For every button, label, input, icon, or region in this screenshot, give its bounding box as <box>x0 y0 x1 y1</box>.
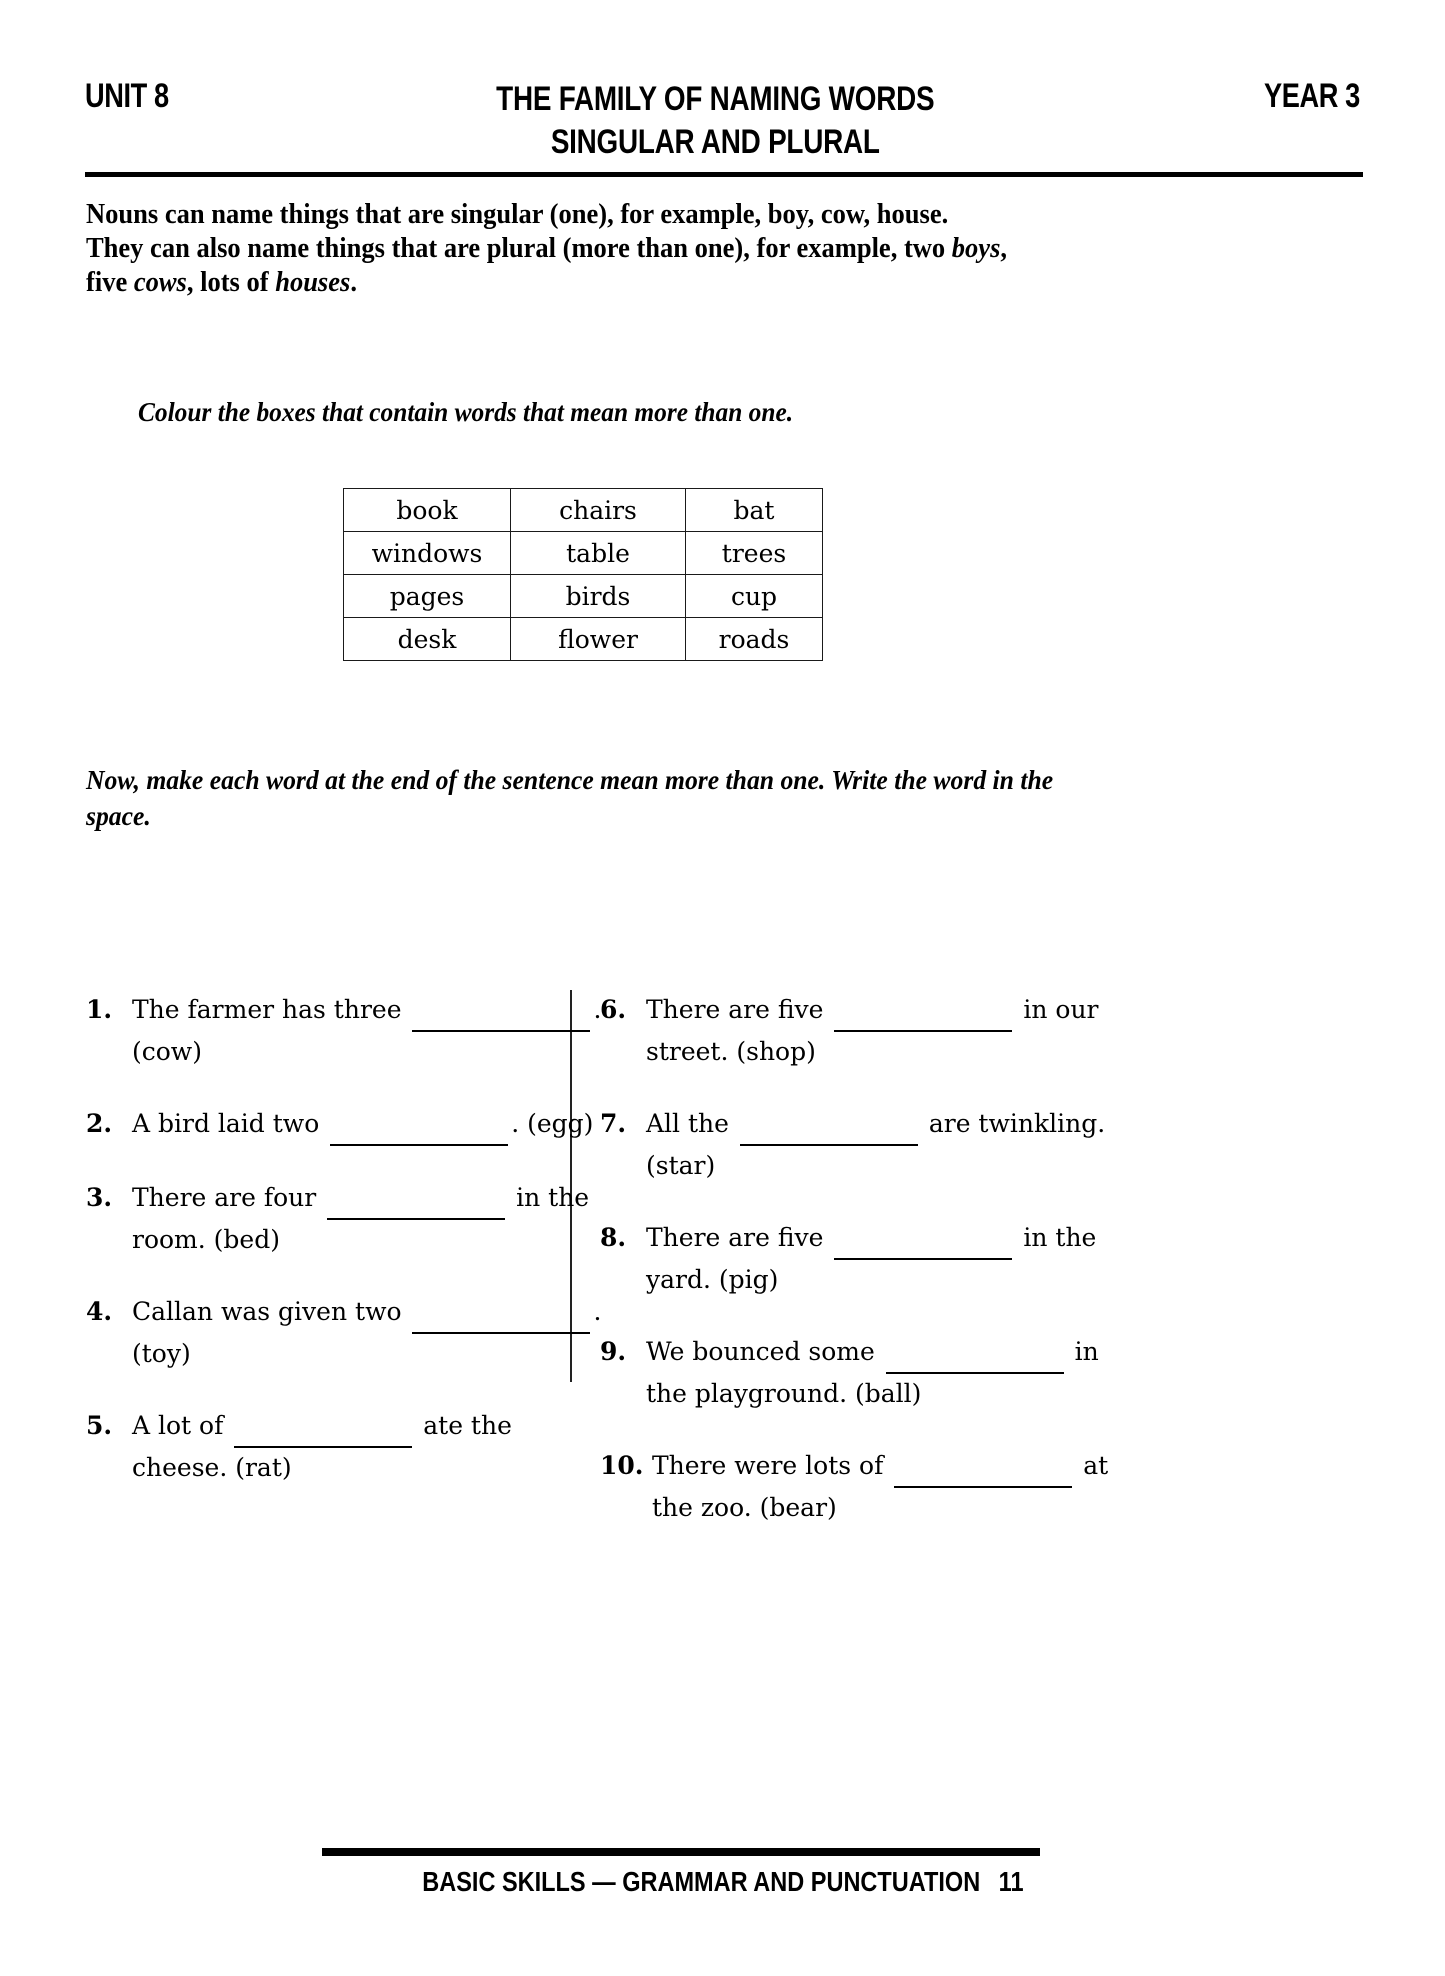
question-line <box>646 1104 1105 1146</box>
title-line-2: SINGULAR AND PLURAL <box>550 122 880 161</box>
question-text <box>132 990 601 1072</box>
questions-area <box>0 990 1445 1710</box>
question-line <box>646 1146 1105 1186</box>
word-grid-row <box>344 618 823 661</box>
question-number: 4. <box>86 1297 113 1326</box>
question-text-segment: in our <box>1015 995 1099 1024</box>
question-item <box>86 1104 594 1146</box>
instruction-2-line-2: space. <box>86 801 151 831</box>
question-text-segment: We bounced some <box>646 1337 883 1366</box>
intro-line-2-b: , <box>1000 233 1008 264</box>
word-cell[interactable]: bat <box>686 489 823 532</box>
question-item <box>600 1332 1099 1414</box>
word-cell[interactable]: table <box>511 532 686 575</box>
answer-blank[interactable] <box>234 1406 412 1448</box>
question-text <box>646 1332 1099 1414</box>
question-number: 7. <box>600 1109 627 1138</box>
question-item <box>600 1218 1097 1300</box>
question-line <box>132 1406 556 1448</box>
question-text-segment: . <box>593 995 602 1024</box>
word-grid-row <box>344 575 823 618</box>
word-cell[interactable]: pages <box>344 575 511 618</box>
question-item <box>600 1446 1109 1528</box>
question-text <box>646 1218 1096 1300</box>
word-cell[interactable]: book <box>344 489 511 532</box>
word-cell[interactable]: flower <box>511 618 686 661</box>
footer-title: BASIC SKILLS — GRAMMAR AND PUNCTUATION <box>421 1866 980 1897</box>
intro-line-1: Nouns can name things that are singular (one), for example, boy, cow, house. <box>86 199 949 230</box>
question-text-segment: There are five <box>646 1223 832 1252</box>
instruction-make-plural <box>86 762 1266 834</box>
questions-column-left <box>86 990 602 1520</box>
footer <box>0 1866 1445 1898</box>
question-number: 6. <box>600 995 627 1024</box>
question-text-segment: There were lots of <box>652 1451 892 1480</box>
footer-rule <box>322 1848 1040 1856</box>
question-text-segment: street. (shop) <box>646 1037 816 1066</box>
title-line-1: THE FAMILY OF NAMING WORDS <box>495 80 935 118</box>
instruction-colour-boxes: Colour the boxes that contain words that mean more than one. <box>138 397 794 427</box>
year-label: YEAR 3 <box>1264 77 1360 115</box>
unit-label: UNIT 8 <box>85 77 169 115</box>
intro-line-2-a: They can also name things that are plural (more than one), for example, two <box>86 233 952 264</box>
question-text-segment: room. (bed) <box>132 1225 280 1254</box>
question-text-segment: cheese. (rat) <box>132 1453 292 1482</box>
question-text <box>132 1104 593 1146</box>
question-text-segment: . (egg) <box>511 1109 594 1138</box>
intro-paragraph <box>86 198 1286 300</box>
answer-blank[interactable] <box>886 1332 1064 1374</box>
question-text-segment: There are four <box>132 1183 325 1212</box>
question-text-segment: in <box>1066 1337 1099 1366</box>
question-line <box>132 1178 589 1220</box>
question-line <box>132 990 601 1032</box>
question-line <box>646 1032 1099 1072</box>
question-text-segment: A lot of <box>132 1411 232 1440</box>
intro-line-3 <box>86 266 1202 300</box>
question-line <box>646 1218 1096 1260</box>
answer-blank[interactable] <box>834 990 1012 1032</box>
question-text <box>132 1292 601 1374</box>
question-text <box>132 1406 556 1488</box>
question-text-segment: The farmer has three <box>132 995 410 1024</box>
question-item <box>86 990 602 1072</box>
question-number: 1. <box>86 995 113 1024</box>
question-text-segment: the playground. (ball) <box>646 1379 922 1408</box>
question-text-segment: (cow) <box>132 1037 202 1066</box>
answer-blank[interactable] <box>412 1292 590 1334</box>
word-cell[interactable]: cup <box>686 575 823 618</box>
question-number: 2. <box>86 1109 113 1138</box>
question-text-segment: the zoo. (bear) <box>652 1493 837 1522</box>
word-cell[interactable]: chairs <box>511 489 686 532</box>
intro-line-3-a: five <box>86 267 134 298</box>
intro-line-3-italic-1: cows <box>133 267 187 298</box>
page-header <box>85 78 1360 163</box>
question-line <box>646 1332 1099 1374</box>
intro-line-3-b: , lots of <box>186 267 276 298</box>
questions-column-right <box>600 990 1109 1560</box>
question-line <box>652 1488 1108 1528</box>
question-text-segment: ate the <box>415 1411 512 1440</box>
question-line <box>132 1220 589 1260</box>
question-item <box>86 1292 602 1374</box>
answer-blank[interactable] <box>330 1104 508 1146</box>
word-grid-row <box>344 489 823 532</box>
word-grid-row <box>344 532 823 575</box>
question-line <box>646 1374 1099 1414</box>
question-line <box>646 1260 1096 1300</box>
question-text <box>646 1104 1105 1186</box>
header-row <box>85 78 1360 163</box>
question-text-segment: . <box>593 1297 602 1326</box>
intro-line-2-italic: boys <box>951 233 1001 264</box>
question-text <box>652 1446 1108 1528</box>
question-line <box>652 1446 1108 1488</box>
word-cell[interactable]: desk <box>344 618 511 661</box>
answer-blank[interactable] <box>412 990 590 1032</box>
answer-blank[interactable] <box>327 1178 505 1220</box>
word-grid-body <box>344 489 823 661</box>
question-text-segment: A bird laid two <box>132 1109 328 1138</box>
question-text <box>646 990 1099 1072</box>
question-number: 5. <box>86 1411 113 1440</box>
question-line <box>132 1032 601 1072</box>
question-number: 8. <box>600 1223 627 1252</box>
question-item <box>600 990 1099 1072</box>
question-text-segment: in the <box>508 1183 590 1212</box>
header-divider-rule <box>85 172 1363 177</box>
question-item <box>86 1178 590 1260</box>
footer-inner <box>422 1866 1023 1898</box>
question-number: 10. <box>600 1451 644 1480</box>
worksheet-title <box>190 78 1240 163</box>
question-text-segment: are twinkling. <box>920 1109 1106 1138</box>
question-text-segment: in the <box>1015 1223 1097 1252</box>
question-line <box>646 990 1099 1032</box>
question-text-segment: There are five <box>646 995 832 1024</box>
answer-blank[interactable] <box>894 1446 1072 1488</box>
question-text-segment: yard. (pig) <box>646 1265 779 1294</box>
question-line <box>132 1448 556 1488</box>
intro-line-3-c: . <box>350 267 357 298</box>
question-text-segment: Callan was given two <box>132 1297 410 1326</box>
word-cell[interactable]: birds <box>511 575 686 618</box>
word-cell[interactable]: roads <box>686 618 823 661</box>
intro-line-3-italic-2: houses <box>275 267 351 298</box>
question-number: 3. <box>86 1183 113 1212</box>
question-text-segment: (toy) <box>132 1339 191 1368</box>
question-number: 9. <box>600 1337 627 1366</box>
question-line <box>132 1104 593 1146</box>
question-line <box>132 1292 601 1334</box>
word-cell[interactable]: trees <box>686 532 823 575</box>
page-number: 11 <box>998 1866 1024 1897</box>
question-text-segment: (star) <box>646 1151 716 1180</box>
instruction-2-line-1: Now, make each word at the end of the sentence mean more than one. Write the word in the <box>86 765 1054 795</box>
question-text <box>132 1178 589 1260</box>
word-cell[interactable]: windows <box>344 532 511 575</box>
question-item <box>86 1406 556 1488</box>
question-line <box>132 1334 601 1374</box>
answer-blank[interactable] <box>740 1104 918 1146</box>
answer-blank[interactable] <box>834 1218 1012 1260</box>
intro-line-2 <box>86 232 1202 266</box>
question-text-segment: at <box>1075 1451 1109 1480</box>
question-item <box>600 1104 1106 1186</box>
question-text-segment: All the <box>646 1109 737 1138</box>
word-grid <box>343 488 823 661</box>
